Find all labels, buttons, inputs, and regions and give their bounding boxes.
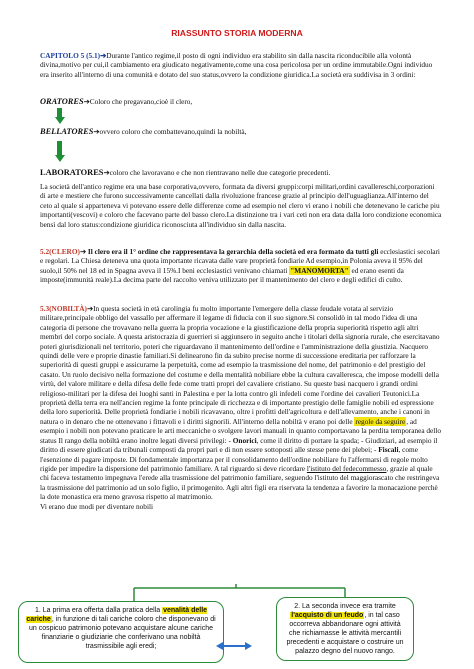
nobility-body-5: , grazie al quale chi faceva testamento impegnava l'erede alla trasmissione del patrimonio familiare, seguendo l'istituto del maggiorascato che restringeva la trasmissione del patrimonio ad un solo figlio, il primogenito. Agli altri figli era riservata la tendenza a favorire la monacazione perchè la dote monastica era meno gravosa rispetto al matrimonio. xyxy=(40,463,440,502)
arrow-glyph: ➔ xyxy=(79,247,87,256)
nobility-body-1: In questa società in età carolingia fu molto importante l'emergere della classe feudale votata al servizio militare,principale obbligo del vassallo per affermare il legame di fiducia con il suo signore.Si consolidò in tal modo l'idea di una categoria di persone che trovavano nella guerra la propria vocazione e la giustificazione della propria superiorità rispetto agli altri membri del corpo sociale. A questa aristocrazia di guerrieri si aggiunsero in seguito anche i titolari della signoria rurale, che esercitavano poteri giurisdizionali nel territorio, poteri che riguardavano il mantenimento dell'ordine e l'amministrazione della giustizia. Nacquero quindi delle vere e proprie dinastie familiari.Si delinearono fin da subito precise norme di successione ereditaria per rafforzare la superiorità di questi gruppi e assicurarne la perpetuità, come ad esempio la trasmissione del nome, del patrimonio e del prestigio del casato. Un ruolo decisivo nella formazione del costume e della mentalità nobiliare ebbe la cultura cavalleresca, che impose modelli della virtù, del valore militare e della difesa delle fede come tratti propri del cavaliere cristiano. Su queste basi nacquero i grandi ordini religioso-militari per la difesa dei luoghi santi in Palestina e per la lotta contro gli infedeli come l'ordine dei cavalieri Teutonici.La proprietà della terra era nell'ancien regime la fonte principale di ricchezza e di importante prestigio delle famiglie nobili ed espressione della loro superiorità. Delle proprietà fondiarie i nobili ricavavano, oltre i profitti dell'agricoltura e dell'allevamento, anche i canoni in natura o in denaro che ne ottenevano i fittavoli e i diritti signorili. All'interno della nobiltà v erano poi delle xyxy=(40,304,440,426)
oratores-text: Coloro che pregavano,cioè il clero, xyxy=(89,97,193,106)
arrow-glyph: ➔ xyxy=(86,304,94,313)
rules-highlight: regole da seguire xyxy=(355,416,406,426)
arrow-glyph: ➔ xyxy=(83,97,90,106)
clergy-body-1: ecclesiastici secolari e regolari. La Chiesa deteneva una quota importante ricavata dalle vare proprietà fondiarie Ad esempio,in Polonia aveva il 95% del suolo,il 50% nel 18 ed in Spagna aveva il 15%.I beni ecclesiastici venivano chiamati xyxy=(40,247,440,275)
clergy-heading: 5.2(CLERO) xyxy=(40,247,80,256)
manomorta-highlight: "MANOMORTA" xyxy=(290,265,349,275)
laboratores-text: coloro che lavoravano e che non rientravano nelle due categorie precedenti. xyxy=(109,168,331,177)
page-title: RIASSUNTO STORIA MODERNA xyxy=(171,28,303,38)
bellatores-label: BELLATORES xyxy=(40,127,94,136)
nobility-closing: Vi erano due modi per diventare nobili xyxy=(40,501,154,511)
arrow-glyph: ➔ xyxy=(100,51,107,60)
clergy-body-2: ed erano esenti da imposte(immunità reale).La decima parte del raccolto veniva utilizzato per il mantenimento del clero e degli edifici di culto. xyxy=(40,265,404,285)
clergy-lead: Il clero era il 1° ordine che rappresentava la gerarchia della società ed era formato da tutti gli xyxy=(87,247,379,256)
method-box-fief xyxy=(276,597,414,661)
fiscali-term: Fiscali xyxy=(378,445,399,455)
box1-prefix: 1. La prima era offerta dalla pratica della xyxy=(34,607,161,614)
box1-highlight: venalità delle cariche xyxy=(26,607,208,623)
nobility-body-3: , come il diritto di portare la spada; - Giudiziari, ad esempio il diritto di essere giudicati da tribunali composti da propri pari e di non essere sottoposti alle stesse pene dei plebei; - xyxy=(40,435,438,455)
nobility-body-4: , come l'esenzione di pagare imposte. Di fondamentale importanza per il consolidamento dell'ordine nobiliare fu l'affermarsi di regole molto rigide per impedire la dispersione del patrimonio familiare. A tal riguardo si deve ricordare xyxy=(40,445,428,473)
laboratores-label: LABORATORES xyxy=(40,168,104,177)
method-box-offices xyxy=(18,601,224,663)
double-arrow-icon xyxy=(216,641,252,651)
bellatores-text: ovvero coloro che combattevano,quindi la nobiltà, xyxy=(99,127,247,136)
fedecommesso-term: l'istituto del fedecommesso xyxy=(306,463,387,473)
box2-rest: , in tal caso occorreva abbandonare ogni attività che richiamasse le attività mercantili precedenti e acquistare o costruire un palazzo degno del nuovo rango. xyxy=(286,612,404,655)
nobility-heading: 5.3(NOBILTÀ) xyxy=(40,304,87,313)
oratores-label: ORATORES xyxy=(40,97,84,106)
society-text: La società dell'antico regime era una base corporativa,ovvero, formata da diversi gruppi:corpi militari,ordini cavallereschi,corporazioni di arte e mestiere che furono successivamente cancellati dalla rivoluzione francese grazie al principio dell'uguaglianza.All'interno del ceto al quale si apparteneva vi potevano essere delle differenze come ad esempio nel clero vi erano i nobili che detenevano le cariche piu importanti(vescovi) e coloro che facevano parte del basso clero.La distinzione tra i vari ceti non era data dalla loro condizione economica bensì dal loro status:condizione giuridica riconosciuta all'individuo sin dalla nascita. xyxy=(40,182,442,229)
box2-prefix: 2. La seconda invece era tramite xyxy=(294,603,396,610)
onorici-term: Onorici xyxy=(232,435,257,445)
arrow-glyph: ➔ xyxy=(103,168,110,177)
chapter-heading: CAPITOLO 5 (5.1) xyxy=(40,51,101,60)
arrow-glyph: ➔ xyxy=(93,127,100,136)
box2-highlight: l'acquisto di un feudo xyxy=(291,612,364,619)
intro-text: Durante l'antico regime,il posto di ogni individuo era stabilito sin dalla nascita riconducibile alla volontà divina,motivo per cui,il cambiamento era giudicato negativamente,come una cosa pericolosa per un ordine immutabile.Ogni individuo era inserito all'interno di una comunità e dotato del suo status,ovvero la condizione giuridica.La società era suddivisa in 3 ordini: xyxy=(40,51,433,79)
nobility-body-2: , ad esempio i nobili non potevano praticare le arti meccaniche o svolgere lavori manuali in quanto comportavano la perdita temporanea dello status Il rango della nobiltà erano inoltre legati diversi privilegi: - xyxy=(40,416,441,445)
box1-rest: , in funzione di tali cariche coloro che disponevano di un cospicuo patrimonio potevano acquistare alcune cariche finanziarie o giudiziarie che conferivano una nobiltà trasmissibile agli eredi; xyxy=(28,616,216,650)
